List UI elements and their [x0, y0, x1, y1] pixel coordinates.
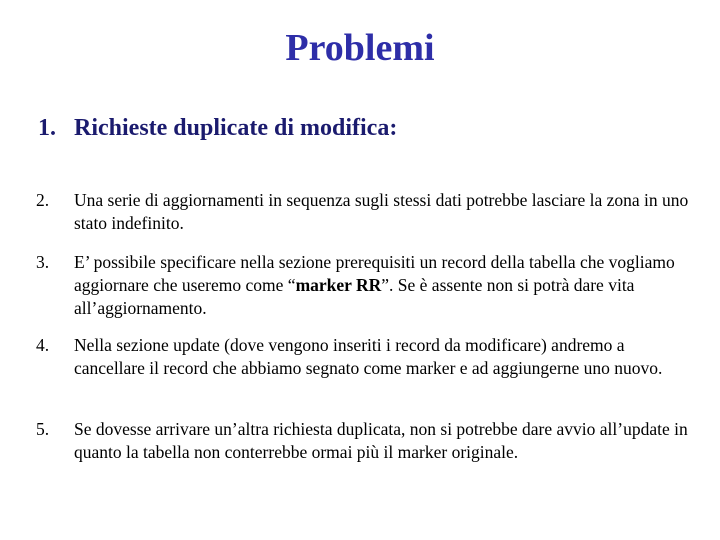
heading-number: 1.	[38, 115, 56, 141]
list-item-text-part: ”. Se è assente non si potrà dare vita all’aggiornamento.	[74, 275, 635, 318]
list-item-text: Una serie di aggiornamenti in sequenza sugli stessi dati potrebbe lasciare la zona in uno stato indefinito.	[74, 190, 689, 233]
list-item-number: 5.	[36, 419, 50, 439]
list-item	[36, 334, 696, 380]
list-item-number: 3.	[36, 252, 50, 272]
list-item-number: 4.	[36, 335, 50, 355]
slide-title: Problemi	[285, 27, 435, 69]
list-item-text-part: E’ possibile specificare nella sezione prerequisiti un record della tabella che vogliamo aggiornare che useremo come “	[74, 252, 675, 295]
list-item-text	[74, 251, 696, 320]
marker-rr-term: marker RR	[295, 275, 382, 295]
list-item-number: 2.	[36, 190, 50, 210]
list-item	[36, 189, 696, 235]
list-item	[36, 251, 696, 320]
heading-text: Richieste duplicate di modifica:	[74, 115, 398, 141]
list-item-text: Nella sezione update (dove vengono inseriti i record da modificare) andremo a cancellare il record che abbiamo segnato come marker e ad aggiungerne uno nuovo.	[74, 335, 663, 378]
list-item-text: Se dovesse arrivare un’altra richiesta duplicata, non si potrebbe dare avvio all’update in quanto la tabella non conterrebbe ormai più il marker originale.	[74, 419, 688, 462]
section-heading	[38, 113, 397, 143]
list-item	[36, 418, 696, 464]
